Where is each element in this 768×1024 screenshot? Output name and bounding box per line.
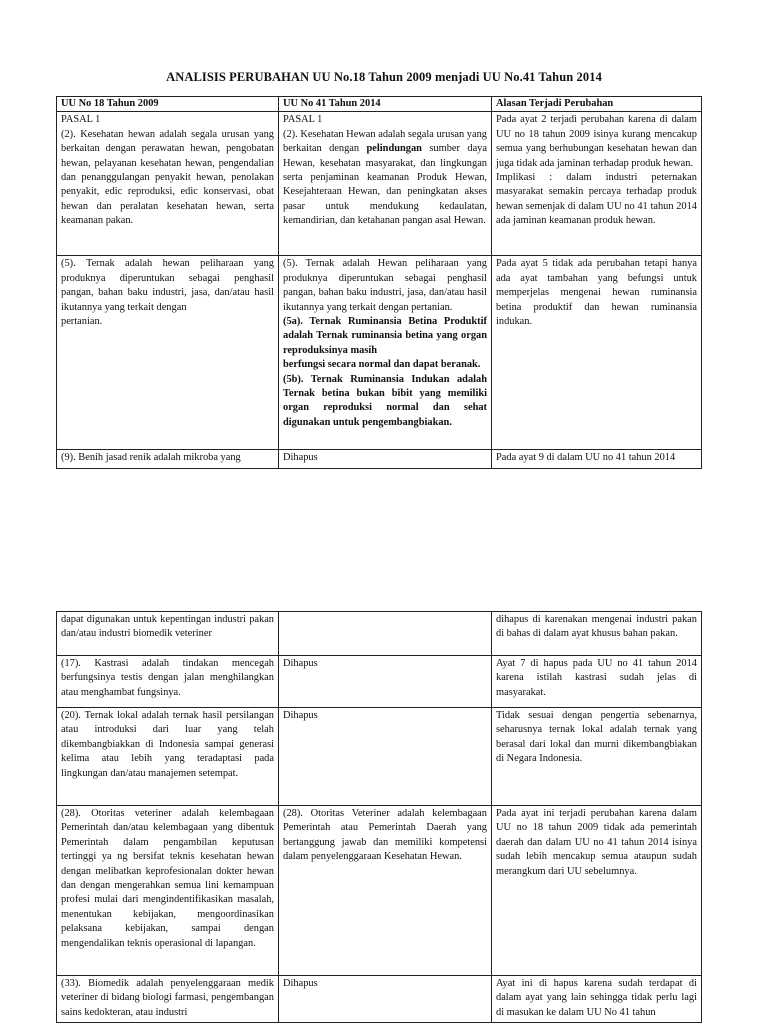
cell-uu-2009 (57, 806, 279, 976)
table-row (57, 806, 702, 976)
table-row (57, 112, 702, 256)
cell-text: (17). Kastrasi adalah tindakan mencegah berfungsinya testis dengan jalan menghilangkan atau menghambat fungsinya. (61, 658, 274, 698)
implikasi-text: Implikasi : dalam industri peternakan masyarakat semakin percaya terhadap produk hewan semenjak di dalam UU no 41 tahun 2014 ada jaminan keamanan produk hewan. (496, 172, 697, 227)
pasal-label: PASAL 1 (283, 114, 323, 126)
table-row (57, 708, 702, 806)
cell-text: (2). Kesehatan Hewan adalah segala urusan yang berkaitan dengan pelindungan sumber daya Hewan, kesehatan masyarakat, dan lingkungan serta penjaminan keamanan Produk Hewan, Kesejahteraan Hewan, dan peningkatan akses pasar untuk mendukung kedaulatan, kemandirian, dan ketahanan pangan asal Hewan. (283, 128, 487, 227)
cell-uu-2009 (57, 112, 279, 256)
cell-alasan (492, 612, 702, 656)
cell-uu-2009 (57, 612, 279, 656)
cell-text: Pada ayat 2 terjadi perubahan karena di dalam UU no 18 tahun 2009 isinya kurang mencakup semua yang berhubungan kesehatan hewan dan juga tidak ada jaminan terhadap produk hewan. (496, 114, 697, 169)
cell-text: (5). Ternak adalah Hewan peliharaan yang produknya diperuntukan sebagai penghasil pangan, bahan baku industri, jasa, dan/atau hasil ikutannya yang terkait dengan pertanian. (283, 258, 487, 313)
cell-text: dapat digunakan untuk kepentingan industri pakan dan/atau industri biomedik veteriner (61, 614, 274, 640)
ayat-5a-text-cont: berfungsi secara normal dan dapat beranak. (283, 359, 481, 371)
ayat-5b-text: (5b). Ternak Ruminansia Indukan adalah Ternak betina bukan bibit yang memiliki organ reproduksi normal dan sehat digunakan untuk pengembangbiakan. (283, 373, 487, 428)
table-row (57, 656, 702, 708)
cell-text: (2). Kesehatan hewan adalah segala urusan yang berkaitan dengan perawatan hewan, pengobatan hewan, pelayanan kesehatan hewan, pengendalian dan penanggulangan penyakit hewan, penolakan penyakit, edic reproduksi, edic konservasi, obat hewan dan peralatan kesehatan hewan, serta keamanan pakan. (61, 128, 274, 227)
ayat-5a-text: (5a). Ternak Ruminansia Betina Produktif adalah Ternak ruminansia betina yang organ reproduksinya masih (283, 316, 487, 356)
cell-text: Dihapus (283, 978, 318, 989)
table-row (57, 612, 702, 656)
cell-uu-2014 (279, 806, 492, 976)
cell-alasan (492, 112, 702, 256)
cell-uu-2014 (279, 976, 492, 1023)
cell-text: dihapus di karenakan mengenai industri pakan di bahas di dalam ayat khusus bahan pakan. (496, 614, 697, 640)
cell-text: (33). Biomedik adalah penyelenggaraan medik veteriner di bidang biologi farmasi, pengembangan sains kedokteran, atau industri (61, 978, 274, 1018)
cell-text: (28). Otoritas Veteriner adalah kelembagaan Pemerintah atau Pemerintah Daerah yang bertanggung jawab dan memiliki kompetensi dalam penyelenggaraan Kesehatan Hewan. (283, 808, 487, 863)
table-row (57, 450, 702, 468)
cell-text: Pada ayat 9 di dalam UU no 41 tahun 2014 (496, 452, 676, 464)
cell-uu-2009 (57, 450, 279, 468)
cell-text: Dihapus (283, 452, 318, 464)
cell-alasan (492, 806, 702, 976)
cell-text: (9). Benih jasad renik adalah mikroba yang (61, 452, 241, 464)
cell-uu-2009 (57, 708, 279, 806)
cell-uu-2014 (279, 708, 492, 806)
cell-text: Pada ayat ini terjadi perubahan karena dalam UU no 18 tahun 2009 tidak ada pemerintah daerah dan dalam UU no 41 tahun 2014 isinya sudah lebih mencakup semua ataupun sudah merangkum dari UU sebelumnya. (496, 808, 697, 877)
cell-text: (28). Otoritas veteriner adalah kelembagaan Pemerintah dan/atau kelembagaan yang dibentuk Pemerintah dalam pengambilan keputusan tertinggi ya ng bersifat teknis kesehatan hewan dengan melibatkan keprofesionalan dokter hewan dan dengan mengerahkan semua lini kemampuan profesi mulai dari mengindentifikasikan masalah, menentukan kebijakan, mengoordinasikan pelaksana kebijakan, sampai dengan mengendalikan teknis operasional di lapangan. (61, 808, 274, 949)
cell-text: Dihapus (283, 658, 318, 669)
cell-text: Dihapus (283, 710, 318, 721)
cell-uu-2009 (57, 656, 279, 708)
cell-uu-2014 (279, 112, 492, 256)
cell-text: Tidak sesuai dengan pengertia sebenarnya, seharusnya ternak lokal adalah ternak yang berasal dari lokal dan murni dikembangbiakan di Negara Indonesia. (496, 710, 697, 765)
header-uu-2009: UU No 18 Tahun 2009 (57, 97, 279, 112)
cell-alasan (492, 450, 702, 468)
comparison-table-page-1 (56, 96, 702, 469)
cell-alasan (492, 976, 702, 1023)
table-row (57, 256, 702, 450)
header-alasan: Alasan Terjadi Perubahan (492, 97, 702, 112)
cell-text: Ayat ini di hapus karena sudah terdapat di dalam ayat yang lain sehingga tidak perlu lagi di masukan ke dalam UU No 41 tahun (496, 978, 697, 1018)
table-header-row (57, 97, 702, 112)
cell-uu-2014 (279, 656, 492, 708)
cell-uu-2014 (279, 612, 492, 656)
comparison-table-page-2 (56, 611, 702, 1023)
cell-alasan (492, 708, 702, 806)
cell-text-tail: pertanian. (61, 316, 103, 328)
cell-uu-2014 (279, 256, 492, 450)
cell-uu-2009 (57, 976, 279, 1023)
cell-uu-2014 (279, 450, 492, 468)
cell-alasan (492, 656, 702, 708)
pasal-label: PASAL 1 (61, 114, 101, 126)
table-row (57, 976, 702, 1023)
cell-text: (5). Ternak adalah hewan peliharaan yang produknya diperuntukan sebagai penghasil pangan, bahan baku industri, jasa, dan/atau hasil ikutannya yang terkait dengan (61, 258, 274, 313)
cell-text: Ayat 7 di hapus pada UU no 41 tahun 2014 karena istilah kastrasi sudah jelas di masyarakat. (496, 658, 697, 698)
header-uu-2014: UU No 41 Tahun 2014 (279, 97, 492, 112)
cell-text: Pada ayat 5 tidak ada perubahan tetapi hanya ada ayat tambahan yang befungsi untuk memperjelas mengenai hewan ruminansia betina produktif dan hewan ruminansia indukan. (496, 258, 697, 328)
cell-text: (20). Ternak lokal adalah ternak hasil persilangan atau introduksi dari luar yang telah dikembangbiakkan di Indonesia sampai generasi kelima atau lebih yang teradaptasi pada lingkungan dan/atau manajemen setempat. (61, 710, 274, 779)
cell-alasan (492, 256, 702, 450)
document-title: ANALISIS PERUBAHAN UU No.18 Tahun 2009 menjadi UU No.41 Tahun 2014 (166, 70, 602, 84)
cell-uu-2009 (57, 256, 279, 450)
